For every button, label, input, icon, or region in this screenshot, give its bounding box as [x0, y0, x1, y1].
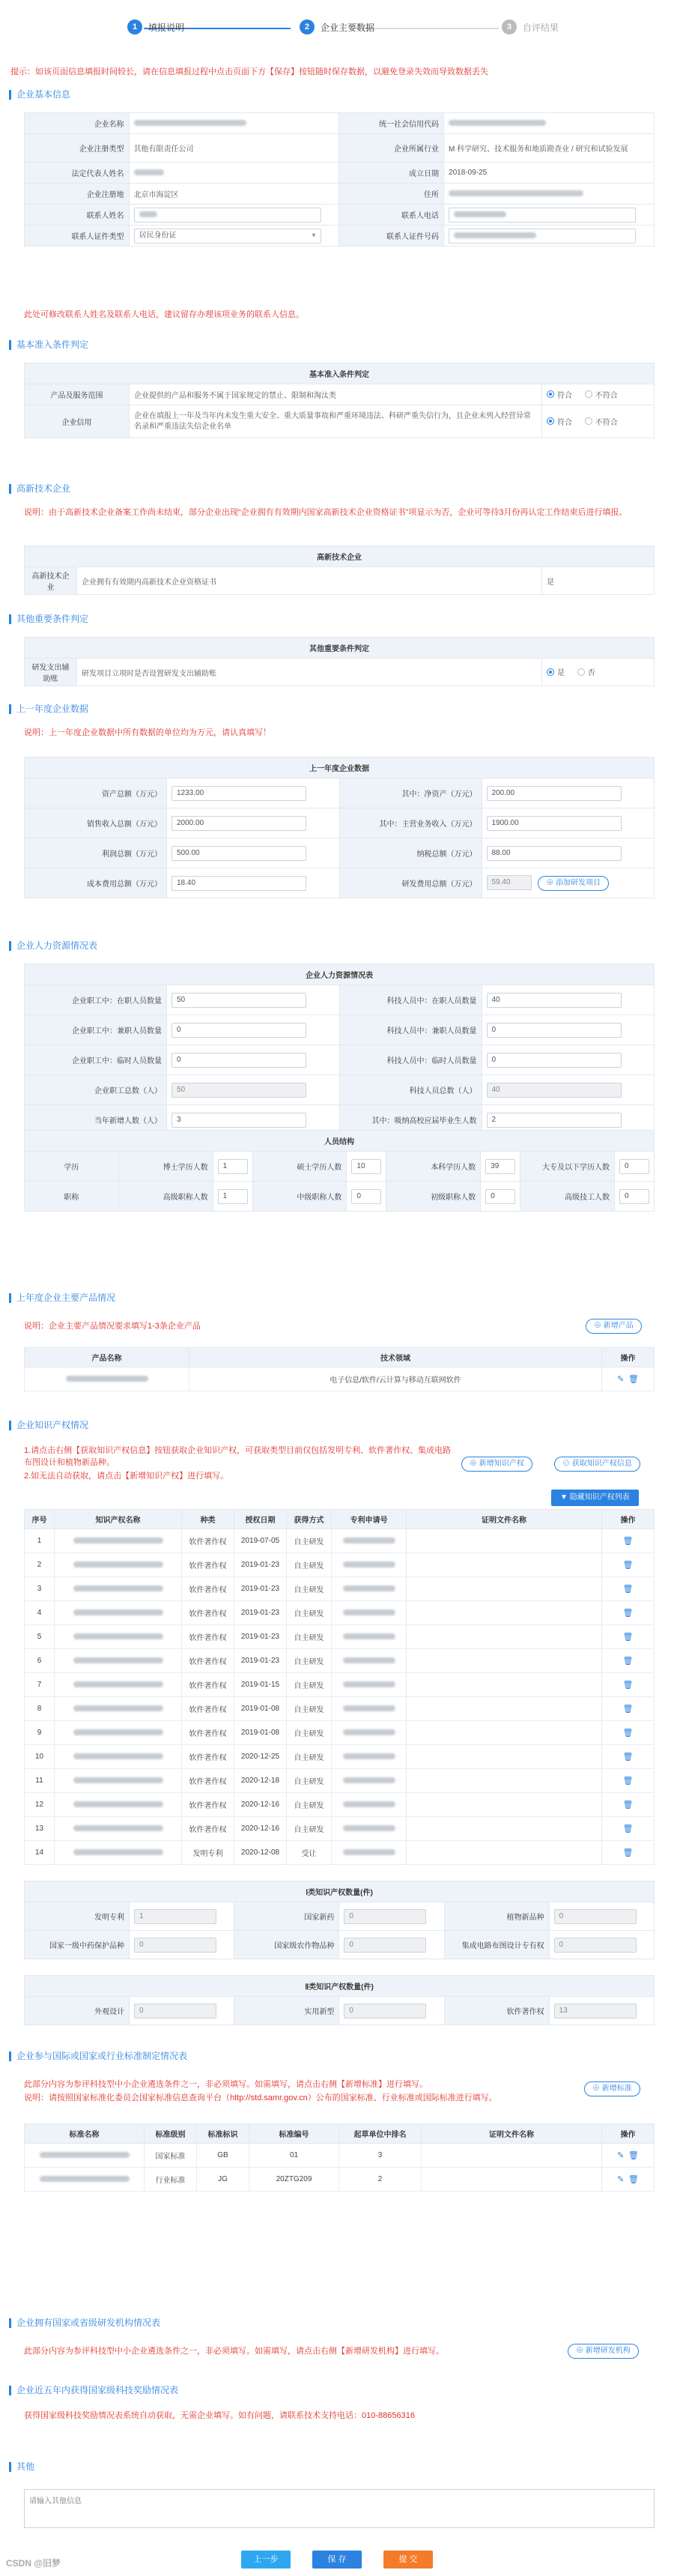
staff-fulltime-input[interactable]: 50	[171, 993, 306, 1008]
redacted-app-no	[343, 1633, 395, 1639]
add-product-button[interactable]: ⊕ 新增产品	[586, 1319, 642, 1334]
radio-rd-no[interactable]: 否	[577, 666, 595, 677]
redacted-ip-name	[73, 1561, 163, 1567]
redacted-ip-name	[73, 1633, 163, 1639]
radio-product-ok[interactable]: 符合	[547, 389, 572, 400]
senior-tech-input[interactable]: 0	[619, 1189, 649, 1204]
college-input[interactable]: 0	[619, 1159, 649, 1174]
radio-rd-yes[interactable]: 是	[547, 666, 565, 677]
main-revenue-input[interactable]: 1900.00	[487, 816, 622, 831]
section-awards: 企业近五年内获得国家级科技奖励情况表	[9, 2386, 178, 2395]
redacted-ip-name	[73, 1801, 163, 1807]
edit-icon[interactable]: ✎	[617, 2175, 625, 2184]
table-row: 10 软件著作权 2020-12-25 自主研发 🗑	[25, 1745, 655, 1769]
senior-title-input[interactable]: 1	[218, 1189, 248, 1204]
redacted-ip-name	[73, 1657, 163, 1663]
redacted-ip-name	[73, 1753, 163, 1759]
plus-icon: ⊕	[594, 1322, 604, 1330]
table-row: 11 软件著作权 2020-12-18 自主研发 🗑	[25, 1769, 655, 1793]
table-row: 电子信息/软件/云计算与移动互联网软件 ✎ 🗑	[25, 1367, 655, 1391]
section-hightech: 高新技术企业	[9, 484, 70, 494]
section-other-conditions: 其他重要条件判定	[9, 614, 88, 624]
redacted-app-no	[343, 1561, 395, 1567]
delete-icon[interactable]: 🗑	[622, 1801, 634, 1809]
ip-class1-table: Ⅰ类知识产权数量(件) 发明专利 1 国家新药 0 植物新品种 0 国家一级中药保护品种 0 国家级农作物品种 0 集成电路布图设计专有权 0	[24, 1881, 655, 1959]
add-standard-button[interactable]: ⊕ 新增标准	[584, 2081, 640, 2096]
net-asset-input[interactable]: 200.00	[487, 786, 622, 801]
tech-total-field: 40	[487, 1083, 622, 1098]
ip-table: 序号 知识产权名称 种类 授权日期 获得方式 专利申请号 证明文件名称 操作 1 软件著作权 2019-07-05 自主研发 🗑 2 软件著作权 2019-01-23 自主研发 🗑 3 软件著作权 2019-01-23 自主研发 🗑 4 软件著作权 2019-01-23 自主研发 🗑 5 软件著作权 2019-01-23 自主研发 🗑 6 软件著作权 2019-01-23 自主研发 🗑 7 软件著作权 2019-01-15 自主研发 🗑 8 软件著作权 2019-01-08 自主研发 🗑 9 软件著作权 2019-01-08 自主研发 🗑 10 软件著作权 2020-12-25 自主研发 🗑 11 软件著作权 2020-12-18 自主研发 🗑 12 软件著作权 2020-12-16 自主研发 🗑 13 软件著作权 2020-12-16 自主研发 🗑 14 发明专利 2020-12-08 受让 🗑	[24, 1509, 655, 1865]
tax-input[interactable]: 88.00	[487, 846, 622, 861]
bachelor-input[interactable]: 39	[485, 1159, 515, 1174]
add-rd-project-button[interactable]: ⊕ 添加研发项目	[538, 876, 609, 891]
plus-icon: ⊕	[576, 2347, 586, 2355]
step-2: 2 企业主要数据	[300, 19, 374, 34]
delete-icon[interactable]: 🗑	[622, 1561, 634, 1570]
tech-temp-input[interactable]: 0	[487, 1053, 622, 1068]
plus-icon: ⊕	[546, 878, 556, 887]
radio-credit-not[interactable]: 不符合	[585, 416, 618, 427]
add-ip-button[interactable]: ⊕ 新增知识产权	[461, 1457, 532, 1472]
id-number-input[interactable]	[449, 229, 636, 244]
delete-icon[interactable]: 🗑	[628, 2175, 639, 2184]
chevron-down-icon: ▾	[312, 231, 316, 240]
redacted-app-no	[343, 1729, 395, 1735]
delete-icon[interactable]: 🗑	[622, 1753, 634, 1762]
tech-parttime-input[interactable]: 0	[487, 1023, 622, 1038]
redacted-app-no	[343, 1777, 395, 1783]
staff-structure-table: 人员结构 学历 博士学历人数 1 硕士学历人数 10 本科学历人数 39 大专及以下学历人数 0 职称 高级职称人数 1 中级职称人数 0 初级职称人数 0 高级技工人数 0	[24, 1130, 655, 1212]
redacted-app-no	[343, 1657, 395, 1663]
redacted-app-no	[343, 1801, 395, 1807]
tech-fulltime-input[interactable]: 40	[487, 993, 622, 1008]
delete-icon[interactable]: 🗑	[622, 1657, 634, 1666]
asset-input[interactable]: 1233.00	[171, 786, 306, 801]
radio-product-not[interactable]: 不符合	[585, 389, 618, 400]
access-table: 基本准入条件判定 产品及服务范围 企业提供的产品和服务不属于国家规定的禁止、限制和淘汰类 符合 不符合 企业信用 企业在填报上一年及当年内未发生重大安全、重大质量事故和严重环境违法、科研严重失信行为，且企业未列入经营异常名录和严重违法失信企业名单 符合 不符合	[24, 363, 655, 438]
other-table: 其他重要条件判定 研发支出辅助账 研发项目立项时是否设置研发支出辅助账 是 否	[24, 637, 655, 686]
other-info-textarea[interactable]	[24, 2489, 655, 2528]
redacted-app-no	[343, 1705, 395, 1711]
redacted-app-no	[343, 1585, 395, 1591]
hr-table: 企业人力资源情况表 企业职工中：在职人员数量 50 科技人员中：在职人员数量 40 企业职工中：兼职人员数量 0 科技人员中：兼职人员数量 0 企业职工中：临时人员数量 0 科技人员中：临时人员数量 0 企业职工总数（人） 50 科技人员总数（人） 40 当年新增人数（人） 3 其中：吸纳高校应届毕业生人数 2	[24, 964, 655, 1135]
delete-icon[interactable]: 🗑	[628, 2151, 639, 2160]
submit-button[interactable]: 提 交	[383, 2551, 433, 2569]
standards-table: 标准名称 标准级别 标准标识 标准编号 起草单位中排名 证明文件名称 操作 国家标准 GB 01 3 ✎ 🗑 行业标准 JG 20ZTG209 2 ✎ 🗑	[24, 2123, 655, 2192]
table-row: 1 软件著作权 2019-07-05 自主研发 🗑	[25, 1529, 655, 1553]
plus-icon: ⊕	[592, 2084, 602, 2093]
section-access: 基本准入条件判定	[9, 340, 88, 350]
hightech-table: 高新技术企业 高新技术企业 企业拥有有效期内高新技术企业资格证书 是	[24, 545, 655, 595]
profit-input[interactable]: 500.00	[171, 846, 306, 861]
redacted-ip-name	[73, 1585, 163, 1591]
step-3: 3 自评结果	[502, 19, 559, 34]
redacted-app-no	[343, 1825, 395, 1831]
redacted-app-no	[343, 1849, 395, 1855]
delete-icon[interactable]: 🗑	[622, 1824, 634, 1833]
redacted-company-name	[134, 120, 246, 126]
watermark: CSDN @旧梦	[6, 2558, 61, 2569]
section-products: 上年度企业主要产品情况	[9, 1293, 115, 1303]
redacted-credit-code	[449, 120, 546, 126]
redacted-standard-name	[40, 2152, 130, 2158]
add-research-button[interactable]: ⊕ 新增研发机构	[568, 2344, 639, 2359]
plus-icon: ⊕	[470, 1460, 479, 1468]
redacted-standard-name	[40, 2176, 130, 2182]
contact-note: 此处可修改联系人姓名及联系人电话，建议留存办理该项业务的联系人信息。	[24, 310, 304, 319]
ip-class2-table: Ⅱ类知识产权数量(件) 外观设计 0 实用新型 0 软件著作权 13	[24, 1975, 655, 2025]
section-basic-info: 企业基本信息	[9, 90, 70, 100]
table-row: 4 软件著作权 2019-01-23 自主研发 🗑	[25, 1601, 655, 1625]
prev-button[interactable]: 上一步	[241, 2551, 291, 2569]
delete-icon[interactable]: 🗑	[622, 1848, 634, 1857]
ip-note-1: 1.请点击右侧【获取知识产权信息】按钮获取企业知识产权，可获取类型目前仅包括发明专利、软件著作权、集成电路布图设计和植物新品种。	[24, 1446, 452, 1467]
ip-note-2: 2.如无法自动获取，请点击【新增知识产权】进行填写。	[24, 1472, 229, 1481]
fetch-ip-button[interactable]: ⊘ 获取知识产权信息	[554, 1457, 640, 1472]
phd-input[interactable]: 1	[218, 1159, 248, 1174]
redacted-ip-name	[73, 1681, 163, 1687]
delete-icon[interactable]: 🗑	[622, 1633, 634, 1642]
staff-temp-input[interactable]: 0	[171, 1053, 306, 1068]
standards-note-2: 说明：请按照国家标准化委员会国家标准信息查询平台（http://std.samr.gov.cn）公布的国家标准、行业标准或国际标准进行填写。	[24, 2093, 497, 2102]
research-note: 此部分内容为参评科技型中小企业遴选条件之一，非必须填写。如需填写，请点击右侧【新增研发机构】进行填写。	[24, 2347, 444, 2356]
redacted-product-name	[66, 1376, 148, 1382]
redacted-ip-name	[73, 1609, 163, 1615]
table-row: 5 软件著作权 2019-01-23 自主研发 🗑	[25, 1625, 655, 1649]
radio-credit-ok[interactable]: 符合	[547, 416, 572, 427]
staff-total-field: 50	[171, 1083, 306, 1098]
junior-title-input[interactable]: 0	[485, 1189, 515, 1204]
redacted-app-no	[343, 1753, 395, 1759]
delete-icon[interactable]: 🗑	[622, 1537, 634, 1546]
table-row: 3 软件著作权 2019-01-23 自主研发 🗑	[25, 1577, 655, 1601]
redacted-address	[449, 190, 583, 196]
section-finance: 上一年度企业数据	[9, 704, 88, 714]
staff-parttime-input[interactable]: 0	[171, 1023, 306, 1038]
mid-title-input[interactable]: 0	[351, 1189, 381, 1204]
table-row: 8 软件著作权 2019-01-08 自主研发 🗑	[25, 1697, 655, 1721]
new-hire-input[interactable]: 3	[171, 1113, 306, 1128]
table-row: 国家标准 GB 01 3 ✎ 🗑	[25, 2144, 655, 2168]
table-row: 行业标准 JG 20ZTG209 2 ✎ 🗑	[25, 2168, 655, 2192]
delete-icon[interactable]: 🗑	[622, 1777, 634, 1786]
table-row: 2 软件著作权 2019-01-23 自主研发 🗑	[25, 1553, 655, 1577]
redacted-ip-name	[73, 1729, 163, 1735]
delete-icon[interactable]: 🗑	[622, 1585, 634, 1594]
table-row: 7 软件著作权 2019-01-15 自主研发 🗑	[25, 1673, 655, 1697]
delete-icon[interactable]: 🗑	[622, 1681, 634, 1690]
save-button[interactable]: 保 存	[312, 2551, 362, 2569]
edit-icon[interactable]: ✎	[617, 1375, 625, 1384]
basic-info-table: 企业名称 统一社会信用代码 企业注册类型 其他有限责任公司 企业所属行业 M 科学研究、技术服务和地质勘查业 / 研究和试验发展 法定代表人姓名 成立日期 2018-09-25 企业注册地 北京市海淀区 住所 联系人姓名 联系人电话 联系人证件类型 居民身份证 ▾ 联系人证件号码	[24, 112, 655, 247]
cost-input[interactable]: 18.40	[171, 876, 306, 891]
rd-cost-input: 59.40	[487, 875, 532, 890]
redacted-app-no	[343, 1538, 395, 1544]
graduates-input[interactable]: 2	[487, 1113, 622, 1128]
section-other-info: 其他	[9, 2462, 34, 2472]
redacted-ip-name	[73, 1777, 163, 1783]
redacted-legal-rep	[134, 169, 164, 175]
standards-note-1: 此部分内容为参评科技型中小企业遴选条件之一，非必须填写。如需填写，请点击右侧【新增标准】进行填写。	[24, 2080, 428, 2089]
section-standards: 企业参与国际或国家或行业标准制定情况表	[9, 2052, 187, 2061]
table-row: 13 软件著作权 2020-12-16 自主研发 🗑	[25, 1817, 655, 1841]
delete-icon[interactable]: 🗑	[622, 1729, 634, 1738]
section-hr: 企业人力资源情况表	[9, 941, 97, 951]
contact-name-input[interactable]	[134, 208, 321, 223]
id-type-select[interactable]: 居民身份证 ▾	[134, 229, 321, 244]
awards-note: 获得国家级科技奖励情况表系统自动获取，无需企业填写。如有问题，请联系技术支持电话：010-88656316	[24, 2411, 415, 2420]
redacted-app-no	[343, 1681, 395, 1687]
delete-icon[interactable]: 🗑	[622, 1609, 634, 1618]
table-row: 14 发明专利 2020-12-08 受让 🗑	[25, 1841, 655, 1865]
table-row: 9 软件著作权 2019-01-08 自主研发 🗑	[25, 1721, 655, 1745]
redacted-ip-name	[73, 1705, 163, 1711]
redacted-ip-name	[73, 1825, 163, 1831]
products-table: 产品名称 技术领域 操作 电子信息/软件/云计算与移动互联网软件 ✎ 🗑	[24, 1347, 655, 1391]
master-input[interactable]: 10	[351, 1159, 381, 1174]
redacted-app-no	[343, 1609, 395, 1615]
hide-ip-list-button[interactable]: ▼ 隐藏知识产权列表	[551, 1490, 639, 1506]
finance-note: 说明：上一年度企业数据中所有数据的单位均为万元，请认真填写！	[24, 728, 271, 737]
table-row: 6 软件著作权 2019-01-23 自主研发 🗑	[25, 1649, 655, 1673]
filter-icon: ▼	[560, 1493, 570, 1502]
top-notice: 提示：如该页面信息填报时间较长，请在信息填报过程中点击页面下方【保存】按钮随时保存数据，以避免登录失效而导致数据丢失	[10, 67, 488, 76]
section-ip: 企业知识产权情况	[9, 1421, 88, 1430]
section-research: 企业拥有国家或省级研发机构情况表	[9, 2318, 160, 2328]
delete-icon[interactable]: 🗑	[622, 1705, 634, 1714]
hightech-note: 说明：由于高新技术企业备案工作尚未结束，部分企业出现“企业拥有有效期内国家高新技术企业资格证书”项显示为否，企业可等待3月份再认定工作结束后进行填报。	[24, 508, 628, 517]
finance-table: 上一年度企业数据 资产总额（万元） 1233.00 其中：净资产（万元） 200.00 销售收入总额（万元） 2000.00 其中：主营业务收入（万元） 1900.00 利润总额（万元） 500.00 纳税总额（万元） 88.00 成本费用总额（万元） 18.40 研发费用总额（万元） 59.40 ⊕ 添加研发项目	[24, 757, 655, 898]
delete-icon[interactable]: 🗑	[628, 1375, 639, 1384]
redacted-ip-name	[73, 1849, 163, 1855]
redacted-ip-name	[73, 1538, 163, 1544]
edit-icon[interactable]: ✎	[617, 2151, 625, 2160]
step-1: 1 填报说明	[127, 19, 184, 34]
table-row: 12 软件著作权 2020-12-16 自主研发 🗑	[25, 1793, 655, 1817]
products-note: 说明：企业主要产品情况要求填写1-3条企业产品	[24, 1322, 201, 1331]
link-icon: ⊘	[562, 1460, 572, 1468]
sales-input[interactable]: 2000.00	[171, 816, 306, 831]
contact-phone-input[interactable]	[449, 208, 636, 223]
